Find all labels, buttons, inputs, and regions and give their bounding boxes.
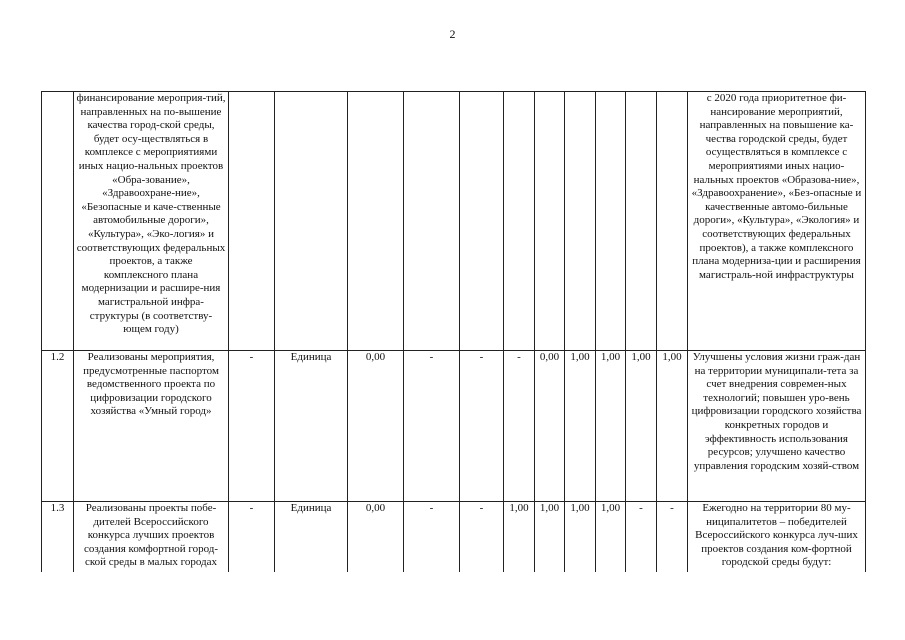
row-number-cell: 1.3 — [42, 502, 74, 573]
base-value-cell: 0,00 — [348, 351, 404, 502]
indicator-name-cell: Реализованы проекты побе-дителей Всероссийского конкурса лучших проектов создания комфортной город-ской среды в малых городах — [74, 502, 229, 573]
value-cell: - — [404, 502, 460, 573]
value-cell: - — [404, 351, 460, 502]
value-cell: 1,00 — [596, 502, 626, 573]
value-cell: 1,00 — [504, 502, 535, 573]
result-cell: Ежегодно на территории 80 му-ниципалитетов – победителей Всероссийского конкурса луч-ших проектов создания ком-фортной городской среды будут: — [688, 502, 866, 573]
unit-cell: Единица — [275, 502, 348, 573]
value-cell — [565, 92, 596, 351]
value-cell — [657, 92, 688, 351]
indicator-name-cell: Реализованы мероприятия, предусмотренные паспортом ведомственного проекта по цифровизации городского хозяйства «Умный город» — [74, 351, 229, 502]
value-cell: - — [626, 502, 657, 573]
value-cell: 1,00 — [565, 351, 596, 502]
base-value-cell: 0,00 — [348, 502, 404, 573]
value-cell — [596, 92, 626, 351]
value-cell: 1,00 — [565, 502, 596, 573]
value-cell: 1,00 — [535, 502, 565, 573]
table-row — [42, 351, 866, 502]
table-row — [42, 92, 866, 351]
value-cell — [404, 92, 460, 351]
value-cell — [535, 92, 565, 351]
value-cell: - — [504, 351, 535, 502]
value-cell: - — [657, 502, 688, 573]
table-row — [42, 502, 866, 573]
value-cell — [275, 92, 348, 351]
value-cell — [460, 92, 504, 351]
value-cell — [626, 92, 657, 351]
row-number-cell — [42, 92, 74, 351]
value-cell: 1,00 — [596, 351, 626, 502]
page-number: 2 — [449, 27, 456, 41]
value-cell — [229, 92, 275, 351]
value-cell — [348, 92, 404, 351]
value-cell: 1,00 — [626, 351, 657, 502]
value-cell: - — [229, 502, 275, 573]
value-cell: - — [460, 351, 504, 502]
row-number-cell: 1.2 — [42, 351, 74, 502]
result-cell: Улучшены условия жизни граж-дан на территории муниципали-тета за счет внедрения современ-ных технологий; повышен уро-вень цифровизации городского хозяйства конкретных городов и эффективность использования ресурсов; улучшено качество управления городским хозяй-ством — [688, 351, 866, 502]
value-cell: 0,00 — [535, 351, 565, 502]
value-cell: - — [460, 502, 504, 573]
unit-cell: Единица — [275, 351, 348, 502]
result-cell: с 2020 года приоритетное фи-нансирование мероприятий, направленных на повышение ка-чества городской среды, будет осуществляться в комплексе с мероприятиями иных нацио-нальных проектов «Образова-ние», «Здравоохранение», «Без-опасные и качественные автомо-бильные дороги», «Культура», «Экология» и соответствующих федеральных проектов), а также комплексного плана модерниза-ции и расширения магистраль-ной инфраструктуры — [688, 92, 866, 351]
value-cell: - — [229, 351, 275, 502]
indicator-name-cell: финансирование мероприя-тий, направленных на по-вышение качества город-ской среды, будет осу-ществляться в комплексе с мероприятиями иных нацио-нальных проектов «Обра-зование», «Здравоохране-ние», «Безопасные и каче-ственные автомобильные дороги», «Культура», «Эко-логия» и соответствующих федеральных проектов, а также комплексного плана модернизации и расшире-ния магистральной инфра-структуры (в соответству-ющем году) — [74, 92, 229, 351]
value-cell — [504, 92, 535, 351]
value-cell: 1,00 — [657, 351, 688, 502]
indicators-table — [41, 91, 866, 572]
